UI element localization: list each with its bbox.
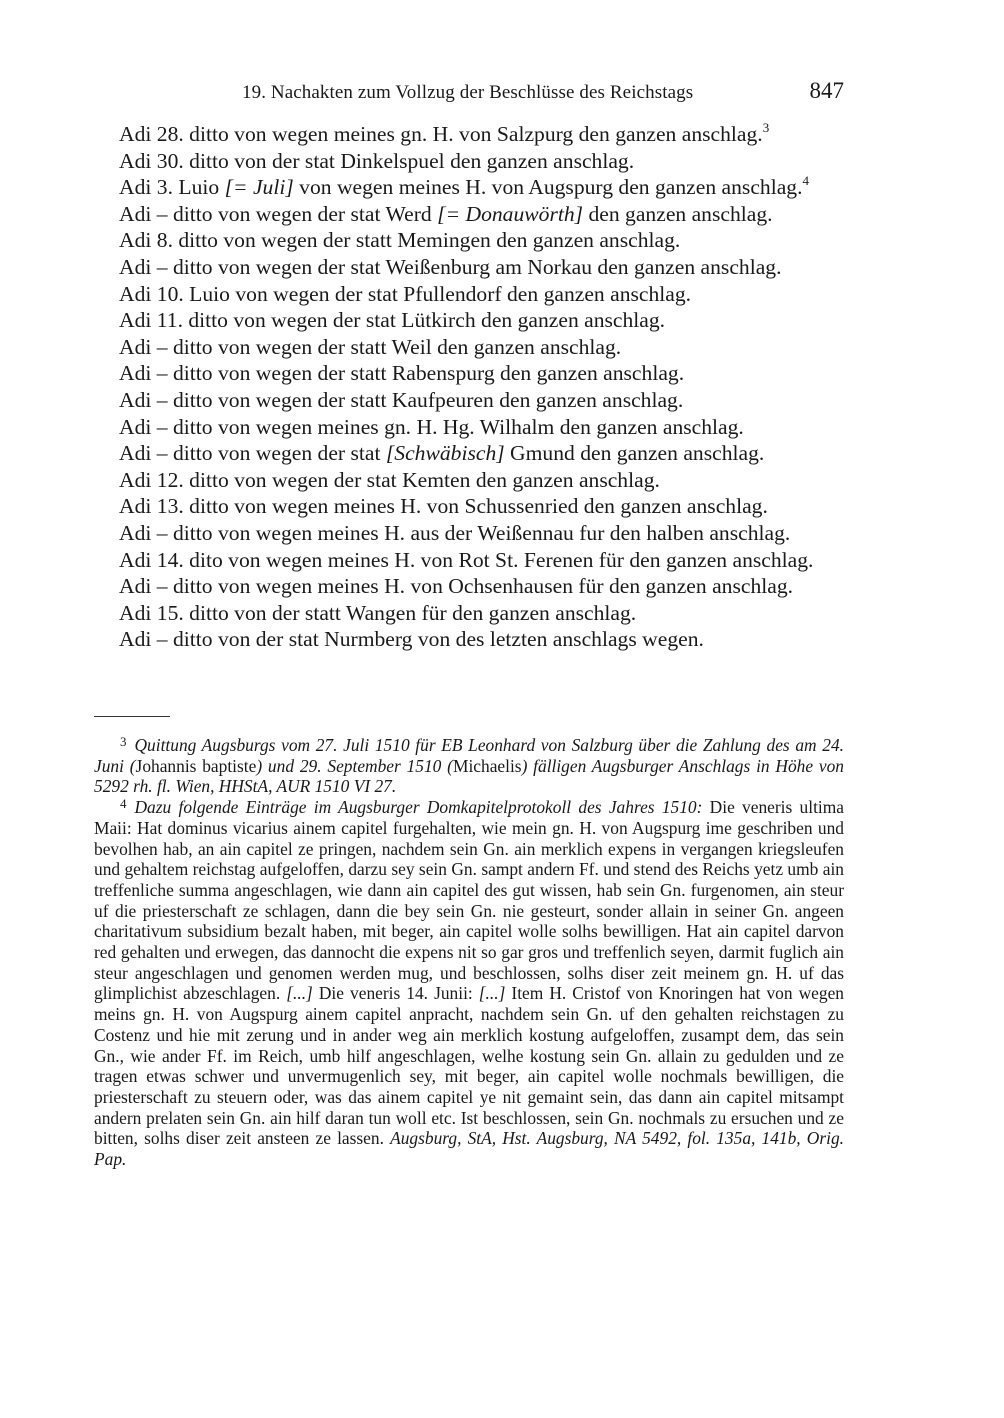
ledger-entry: Adi 8. ditto von wegen der statt Memingen den ganzen anschlag. xyxy=(119,228,681,253)
footnote-ref[interactable]: 4 xyxy=(802,173,809,189)
footnotes xyxy=(94,735,844,1170)
ledger-entry: Adi – ditto von der stat Nurmberg von des letzten anschlags wegen. xyxy=(119,627,704,652)
ledger-entry: Adi 30. ditto von der stat Dinkelspuel den ganzen anschlag. xyxy=(119,148,635,173)
page-number: 847 xyxy=(809,78,844,103)
footnote-separator xyxy=(94,716,170,717)
ledger-entry: Adi – ditto von wegen meines H. aus der Weißennau fur den halben anschlag. xyxy=(119,520,791,545)
running-head-title: 19. Nachakten zum Vollzug der Beschlüsse des Reichstags xyxy=(242,82,694,103)
footnote-ref[interactable]: 3 xyxy=(762,120,770,135)
ledger-entry: Adi 14. dito von wegen meines H. von Rot St. Ferenen für den ganzen anschlag. xyxy=(119,547,814,572)
ledger-entry: Adi – ditto von wegen der stat [Schwäbisch] Gmund den ganzen anschlag. xyxy=(119,441,765,466)
footnote-mark: 4 xyxy=(120,796,127,812)
ledger-entry: Adi – ditto von wegen der stat Weißenburg am Norkau den ganzen anschlag. xyxy=(119,254,782,279)
ledger-entry: Adi – ditto von wegen der stat Werd [= Donauwörth] den ganzen anschlag. xyxy=(119,201,773,226)
footnote-4: $^4$ Dazu folgende Einträge im Augsburger Domkapitelprotokoll des Jahres 1510: Die veneris ultima Maii: Hat dominus vicarius ainem capitel furgehalten, wie mein gn. H. von Augspurg ime geschriben und bevolhen hab, an ain capitel ze pringen, nachdem sein Gn. ain merklich expens in vergangen kriegsleufen und gehaltem reichstag aufgeloffen, darzu sey sein Gn. sampt andern Ff. und stend des Reichs yetz umb ain treffenliche summa angeschlagen, wie dann ain capitel des gut wissen, hab sein Gn. furgenomen, ain steur uf die priesterschaft ze schlagen, dann die bey sein Gn. nie gesteurt, sonder allain in seiner Gn. angeen charitativum subsidium bezalt haben, mit beger, ain capitel wolle solhs bewilligen. Hat ain capitel darvon red gehalten und erwegen, das dannocht die expens nit so gar gros und treffenlich seyen, darmit fuglich ain steur angeschlagen und genomen werden mug, und beschlossen, solhs diser zeit meinem gn. H. uf das glimplichist abzeschlagen. [...] Die veneris 14. Junii: [...] Item H. Cristof von Knoringen hat von wegen meins gn. H. von Augspurg ainem capitel anpracht, nachdem sein Gn. uf den gehalten reichstagen zu Costenz und hie mit zerung und in ander weg ain merklich kostung aufgeloffen, zusampt dem, das sein Gn., wie ander Ff. im Reich, umb hilf angeschlagen, welhe kostung sein Gn. allain zu gedulden und ze tragen etwas schwer und unvermugenlich sey, mit beger, ain capitel wolle nochmals bewilligen, die priesterschaft zu steuern oder, was das ainem capitel ye nit gemaint sein, das dann ain capitel mitsampt andern prelaten sein Gn. ain hilf daran tun woll etc. Ist beschlossen, sein Gn. nochmals zu ersuchen und ze bitten, solhs diser zeit ansteen ze lassen. Augsburg, StA, Hst. Augsburg, NA 5492, fol. 135a, 141b, Orig. Pap. xyxy=(94,796,845,1170)
footnote-mark: 3 xyxy=(120,734,127,749)
ledger-entry: Adi – ditto von wegen der statt Weil den ganzen anschlag. xyxy=(119,334,622,359)
ledger-entries xyxy=(94,121,844,653)
ledger-entry: Adi 28. ditto von wegen meines gn. H. von Salzpurg den ganzen anschlag.$^3$ xyxy=(119,120,770,146)
ledger-entry: Adi 11. ditto von wegen der stat Lütkirch den ganzen anschlag. xyxy=(119,308,666,333)
ledger-entry: Adi – ditto von wegen meines H. von Ochsenhausen für den ganzen anschlag. xyxy=(119,574,794,599)
ledger-entry: Adi 12. ditto von wegen der stat Kemten den ganzen anschlag. xyxy=(119,467,660,492)
ledger-entry: Adi – ditto von wegen der statt Kaufpeuren den ganzen anschlag. xyxy=(119,387,684,412)
ledger-entry: Adi 13. ditto von wegen meines H. von Schussenried den ganzen anschlag. xyxy=(119,494,768,519)
running-head xyxy=(94,80,844,108)
footnote-3: $^3$ Quittung Augsburgs vom 27. Juli 1510 für EB Leonhard von Salzburg über die Zahlung des am 24. Juni (Johannis baptiste) und 29. September 1510 (Michaelis) fälligen Augsburger Anschlags in Höhe von 5292 rh. fl. Wien, HHStA, AUR 1510 VI 27. xyxy=(94,734,844,797)
ledger-entry: Adi 3. Luio [= Juli] von wegen meines H. von Augspurg den ganzen anschlag.$^4$ xyxy=(119,173,809,200)
ledger-entry: Adi 15. ditto von der statt Wangen für den ganzen anschlag. xyxy=(119,600,637,625)
ledger-entry: Adi – ditto von wegen der statt Rabenspurg den ganzen anschlag. xyxy=(119,361,685,386)
ledger-entry: Adi 10. Luio von wegen der stat Pfullendorf den ganzen anschlag. xyxy=(119,281,692,306)
ledger-entry: Adi – ditto von wegen meines gn. H. Hg. Wilhalm den ganzen anschlag. xyxy=(119,414,744,439)
